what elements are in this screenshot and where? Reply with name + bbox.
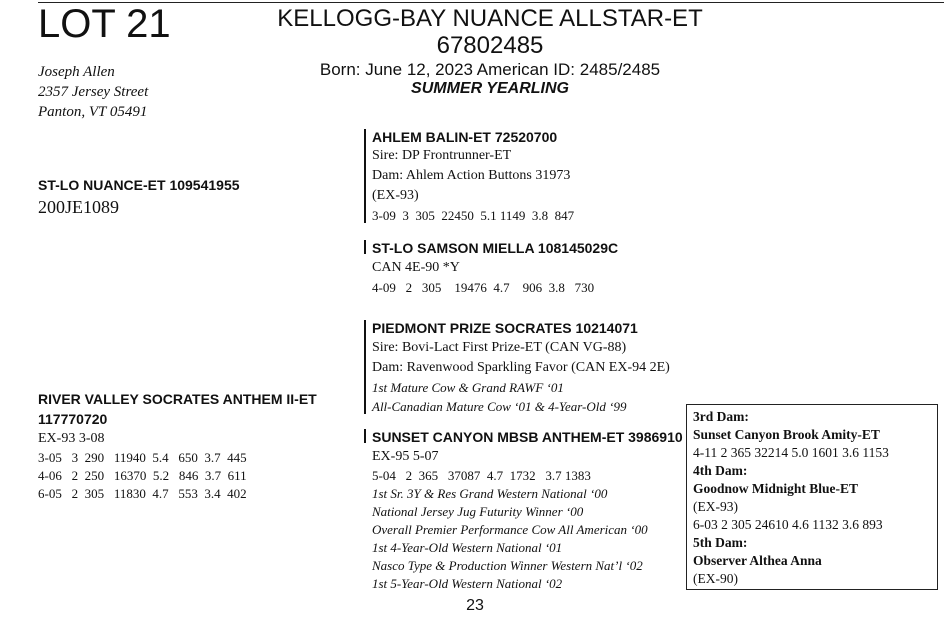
sire-code: 200JE1089 <box>38 197 119 217</box>
fifth-dam-name: Observer Althea Anna <box>693 553 822 568</box>
dam-record: 6-05 2 305 11830 4.7 553 3.4 402 <box>38 486 247 501</box>
fifth-dam-label: 5th Dam: <box>693 535 748 550</box>
dams-dam-name: SUNSET CANYON MBSB ANTHEM-ET 3986910 <box>372 429 683 445</box>
sires-dam-name: ST-LO SAMSON MIELLA 108145029C <box>372 240 619 256</box>
pedigree-bracket <box>364 129 366 223</box>
third-dam-label: 3rd Dam: <box>693 409 749 424</box>
dams-dam-record: 5-04 2 365 37087 4.7 1732 3.7 1383 <box>372 468 591 483</box>
sire-name: ST-LO NUANCE-ET 109541955 <box>38 177 240 193</box>
lot-number: LOT 21 <box>38 2 171 46</box>
sires-dam-record: 4-09 2 305 19476 4.7 906 3.8 730 <box>372 280 595 295</box>
sires-sire-record: 3-09 3 305 22450 5.1 1149 3.8 847 <box>372 208 575 223</box>
dam-name: RIVER VALLEY SOCRATES ANTHEM II-ET <box>38 391 317 407</box>
dams-dam-honor: National Jersey Jug Futurity Winner ‘00 <box>372 504 584 519</box>
dams-dam-honor: Overall Premier Performance Cow All American ‘00 <box>372 522 648 537</box>
fourth-dam-name: Goodnow Midnight Blue-ET <box>693 481 859 496</box>
dams-dam-classification: EX-95 5-07 <box>372 449 439 464</box>
sires-sire-dam-class: (EX-93) <box>372 188 419 203</box>
born-line: Born: June 12, 2023 American ID: 2485/2485 <box>319 60 661 79</box>
sires-dam-classification: CAN 4E-90 *Y <box>372 260 460 275</box>
dams-dam-honor: Nasco Type & Production Winner Western Nat’l ‘02 <box>372 558 643 573</box>
fourth-dam-label: 4th Dam: <box>693 463 748 478</box>
registration-number: 67802485 <box>436 32 544 59</box>
pedigree-bracket <box>364 429 366 443</box>
dams-sire-dam: Dam: Ravenwood Sparkling Favor (CAN EX-94 2E) <box>372 360 670 375</box>
sires-sire-sire: Sire: DP Frontrunner-ET <box>372 148 512 163</box>
dams-sire-name: PIEDMONT PRIZE SOCRATES 10214071 <box>372 320 638 336</box>
owner-name: Joseph Allen <box>38 64 115 80</box>
third-dam-name: Sunset Canyon Brook Amity-ET <box>693 427 880 442</box>
pedigree-bracket <box>364 320 366 414</box>
dam-record: 4-06 2 250 16370 5.2 846 3.7 611 <box>38 468 247 483</box>
dams-dam-honor: 1st 4-Year-Old Western National ‘01 <box>372 540 563 555</box>
page-number: 23 <box>466 597 484 614</box>
sires-sire-dam: Dam: Ahlem Action Buttons 31973 <box>372 168 571 183</box>
owner-city: Panton, VT 05491 <box>38 104 148 120</box>
dams-sire-honor: 1st Mature Cow & Grand RAWF ‘01 <box>372 380 564 395</box>
fourth-dam-record: 6-03 2 305 24610 4.6 1132 3.6 893 <box>693 517 883 532</box>
class-label: SUMMER YEARLING <box>411 80 569 97</box>
fifth-dam-class: (EX-90) <box>693 571 738 586</box>
third-dam-record: 4-11 2 365 32214 5.0 1601 3.6 1153 <box>693 445 889 460</box>
fourth-dam-class: (EX-93) <box>693 499 738 514</box>
pedigree-bracket <box>364 240 366 254</box>
dams-sire-honor: All-Canadian Mature Cow ‘01 & 4-Year-Old ‘99 <box>372 399 627 414</box>
top-rule <box>38 2 944 3</box>
dam-registration: 117770720 <box>38 411 108 427</box>
dam-classification: EX-93 3-08 <box>38 431 105 446</box>
sires-sire-name: AHLEM BALIN-ET 72520700 <box>372 129 558 145</box>
animal-name: KELLOGG-BAY NUANCE ALLSTAR-ET <box>277 5 703 32</box>
dam-record: 3-05 3 290 11940 5.4 650 3.7 445 <box>38 450 247 465</box>
dams-dam-honor: 1st 5-Year-Old Western National ‘02 <box>372 576 563 591</box>
dams-sire-sire: Sire: Bovi-Lact First Prize-ET (CAN VG-88) <box>372 340 627 355</box>
owner-street: 2357 Jersey Street <box>38 84 149 100</box>
dams-dam-honor: 1st Sr. 3Y & Res Grand Western National ‘00 <box>372 486 608 501</box>
